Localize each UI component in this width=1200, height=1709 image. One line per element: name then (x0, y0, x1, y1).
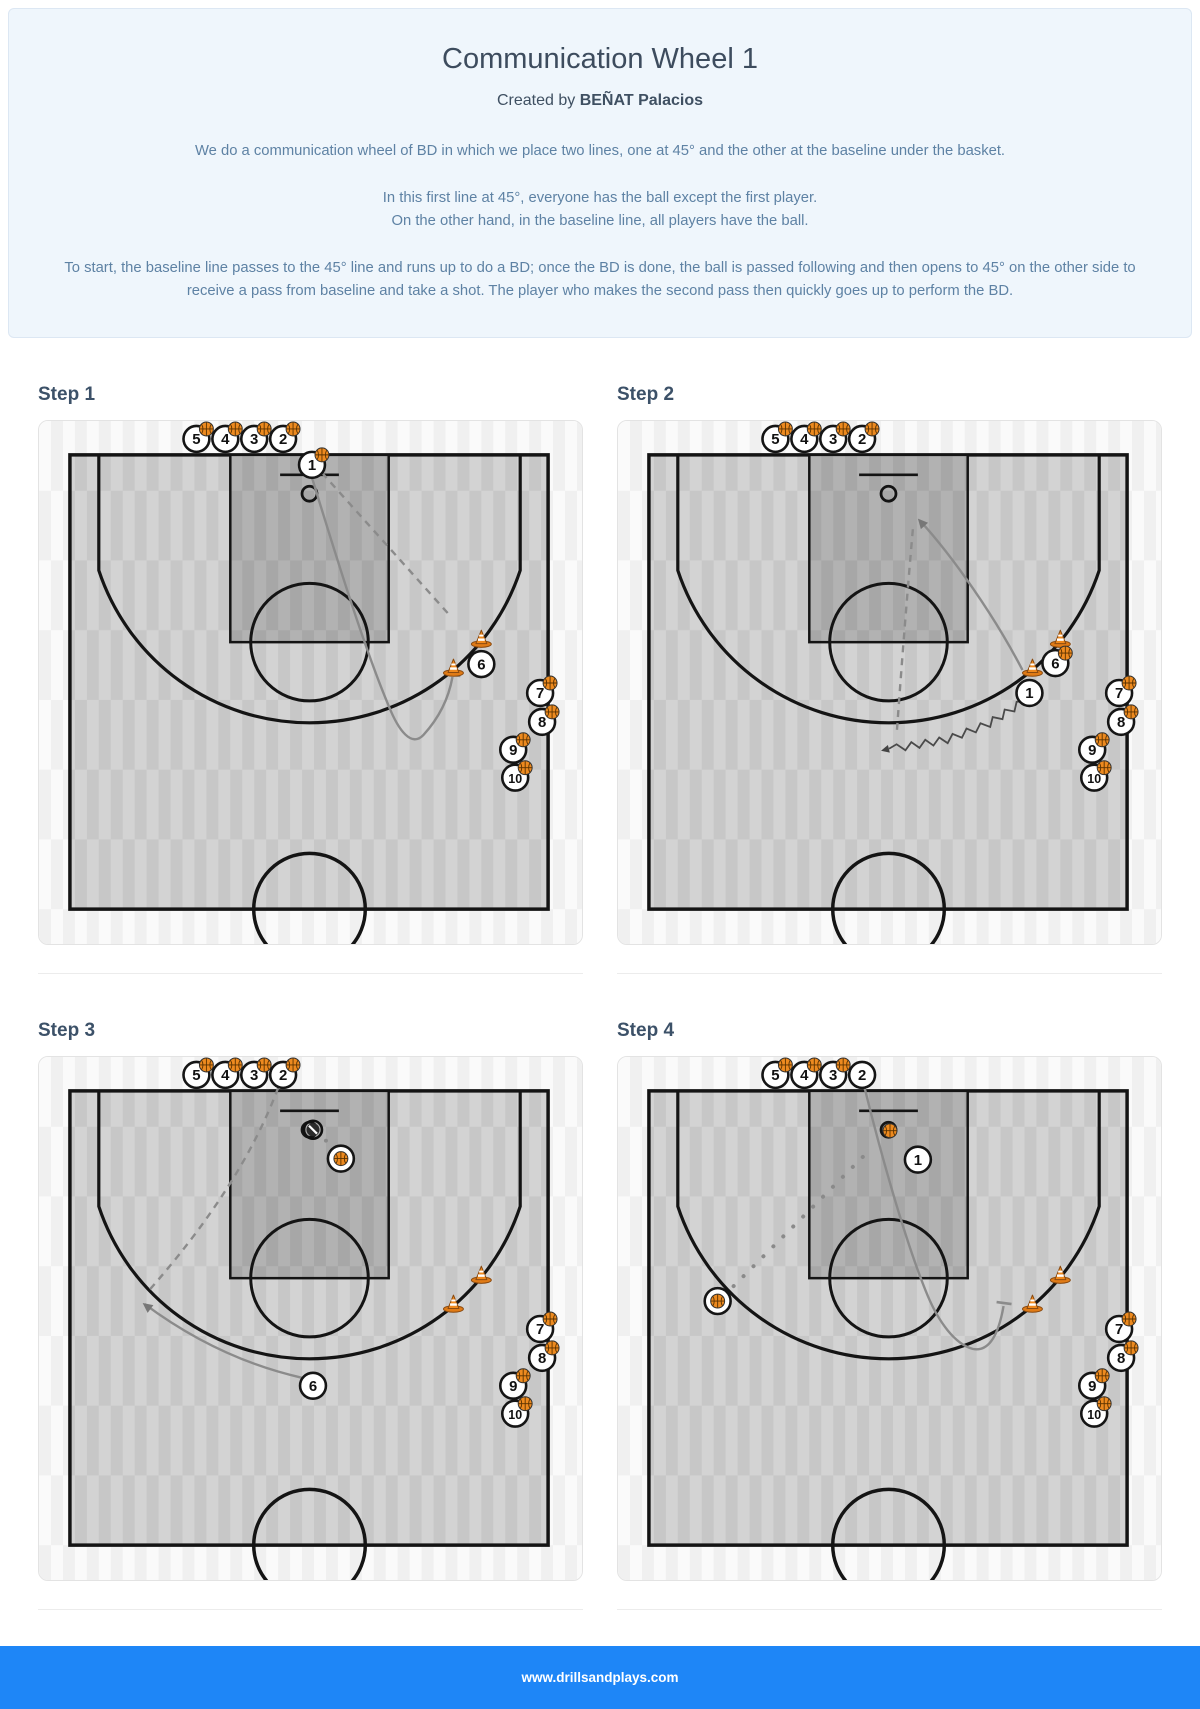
basketball-icon (1095, 1369, 1109, 1383)
description-paragraph (59, 187, 1141, 233)
player-number: 4 (221, 1067, 230, 1085)
basketball-icon (1124, 705, 1138, 719)
basketball-icon (865, 422, 879, 436)
basketball-icon (883, 1124, 897, 1138)
player-number: 8 (1116, 1350, 1126, 1368)
basketball-icon (545, 705, 559, 719)
basketball-icon (199, 422, 213, 436)
player-marker-1 (1017, 680, 1043, 706)
player-number: 6 (477, 656, 486, 674)
basketball-icon (1097, 1397, 1111, 1411)
basketball-icon (257, 422, 271, 436)
basketball-icon (334, 1152, 348, 1166)
basketball-icon (286, 1058, 300, 1072)
ball-in-rim-icon (304, 1121, 322, 1139)
basketball-icon (228, 1058, 242, 1072)
player-number: 7 (1114, 685, 1124, 703)
author-name: BEÑAT Palacios (579, 92, 703, 109)
player-marker-2 (849, 1062, 875, 1088)
player-number: 2 (278, 1067, 288, 1085)
basketball-icon (778, 1058, 792, 1072)
basketball-icon (807, 422, 821, 436)
basketball-icon (543, 1312, 557, 1326)
player-number: 5 (192, 431, 201, 449)
basketball-icon (516, 1369, 530, 1383)
ball-path-dot (324, 1139, 328, 1143)
player-number: 7 (535, 1321, 545, 1339)
steps-section (0, 338, 1200, 1610)
player-number: 1 (1025, 685, 1034, 703)
basketball-icon (1122, 676, 1136, 690)
basketball-icon (545, 1341, 559, 1355)
step-block-1 (38, 338, 583, 974)
step-title-3: Step 3 (38, 1020, 96, 1041)
drill-description (59, 140, 1141, 303)
player-number: 10 (508, 1407, 523, 1422)
player-marker-6 (300, 1373, 326, 1399)
player-number: 9 (509, 1378, 518, 1396)
basketball-icon (516, 733, 530, 747)
player-number: 6 (308, 1378, 318, 1396)
steps-grid (38, 338, 1162, 1610)
player-marker-6 (468, 651, 494, 677)
player-number: 5 (771, 1067, 780, 1085)
description-paragraph (59, 257, 1141, 303)
created-by-line (59, 92, 1141, 110)
player-number: 4 (800, 431, 809, 449)
court-diagram-card (617, 1056, 1162, 1581)
step-block-3 (38, 974, 583, 1610)
basketball-icon (836, 422, 850, 436)
halfcourt (618, 421, 1161, 944)
basketball-icon (836, 1058, 850, 1072)
player-number: 6 (1051, 655, 1060, 673)
player-number: 3 (829, 431, 838, 449)
court-diagram-step-2 (618, 421, 1161, 944)
basketball-icon (1124, 1341, 1138, 1355)
basketball-icon (807, 1058, 821, 1072)
player-number: 8 (1116, 714, 1126, 732)
basketball-icon (1058, 646, 1072, 660)
step-title-1: Step 1 (38, 384, 96, 405)
player-number: 3 (829, 1067, 838, 1085)
player-number: 2 (857, 431, 867, 449)
basketball-icon (228, 422, 242, 436)
description-line: On the other hand, in the baseline line, all players have the ball. (391, 213, 809, 229)
description-line: To start, the baseline line passes to the 45° line and runs up to do a BD; once the BD is done, the ball is passed following and then opens to 45° on the other side to receive a pass from baseline and take a shot. The player who makes the second pass then quickly goes up to perform the BD. (64, 260, 1136, 299)
basketball-icon (543, 676, 557, 690)
player-number: 7 (535, 685, 545, 703)
player-number: 4 (221, 431, 230, 449)
step-title-4: Step 4 (617, 1020, 675, 1041)
footer-website-url: www.drillsandplays.com (521, 1670, 679, 1685)
description-line: We do a communication wheel of BD in which we place two lines, one at 45° and the other at the baseline under the basket. (194, 143, 1006, 159)
player-number: 9 (1088, 742, 1097, 760)
player-number: 4 (800, 1067, 809, 1085)
player-number: 1 (307, 457, 317, 475)
description-line: In this first line at 45°, everyone has the ball except the first player. (382, 190, 818, 206)
description-paragraph (59, 140, 1141, 163)
basketball-icon (286, 422, 300, 436)
player-number: 3 (250, 431, 259, 449)
created-by-prefix: Created by (496, 92, 580, 109)
player-with-ball-marker (705, 1288, 731, 1314)
player-number: 8 (537, 1350, 547, 1368)
court-diagram-card (38, 1056, 583, 1581)
player-number: 7 (1114, 1321, 1124, 1339)
step-title-2: Step 2 (617, 384, 675, 405)
court-diagram-card (38, 420, 583, 945)
basketball-icon (1122, 1312, 1136, 1326)
basketball-icon (315, 448, 329, 462)
player-number: 2 (857, 1067, 867, 1085)
step-block-4 (617, 974, 1162, 1610)
basketball-icon (1095, 733, 1109, 747)
halfcourt (39, 421, 582, 944)
basketball-icon (518, 761, 532, 775)
player-number: 10 (1087, 771, 1102, 786)
page-title: Communication Wheel 1 (442, 43, 758, 75)
player-number: 9 (509, 742, 518, 760)
player-number: 3 (250, 1067, 259, 1085)
player-number: 5 (192, 1067, 201, 1085)
step-separator (38, 1609, 583, 1610)
footer-bar (0, 1646, 1200, 1709)
court-diagram-step-4 (618, 1057, 1161, 1580)
step-separator (617, 1609, 1162, 1610)
player-number: 9 (1088, 1378, 1097, 1396)
basketball-icon (257, 1058, 271, 1072)
player-number: 1 (913, 1151, 923, 1169)
step-block-2 (617, 338, 1162, 974)
player-number: 8 (537, 714, 547, 732)
player-with-ball-marker (328, 1146, 354, 1172)
drill-header (8, 8, 1192, 338)
player-marker-1 (905, 1147, 931, 1173)
basketball-icon (199, 1058, 213, 1072)
basketball-icon (518, 1397, 532, 1411)
player-number: 2 (278, 431, 288, 449)
court-diagram-step-3 (39, 1057, 582, 1580)
basketball-icon (1097, 761, 1111, 775)
player-number: 5 (771, 431, 780, 449)
court-diagram-step-1 (39, 421, 582, 944)
basketball-icon (778, 422, 792, 436)
basketball-icon (711, 1294, 725, 1308)
player-number: 10 (1087, 1407, 1102, 1422)
player-number: 10 (508, 771, 523, 786)
court-diagram-card (617, 420, 1162, 945)
